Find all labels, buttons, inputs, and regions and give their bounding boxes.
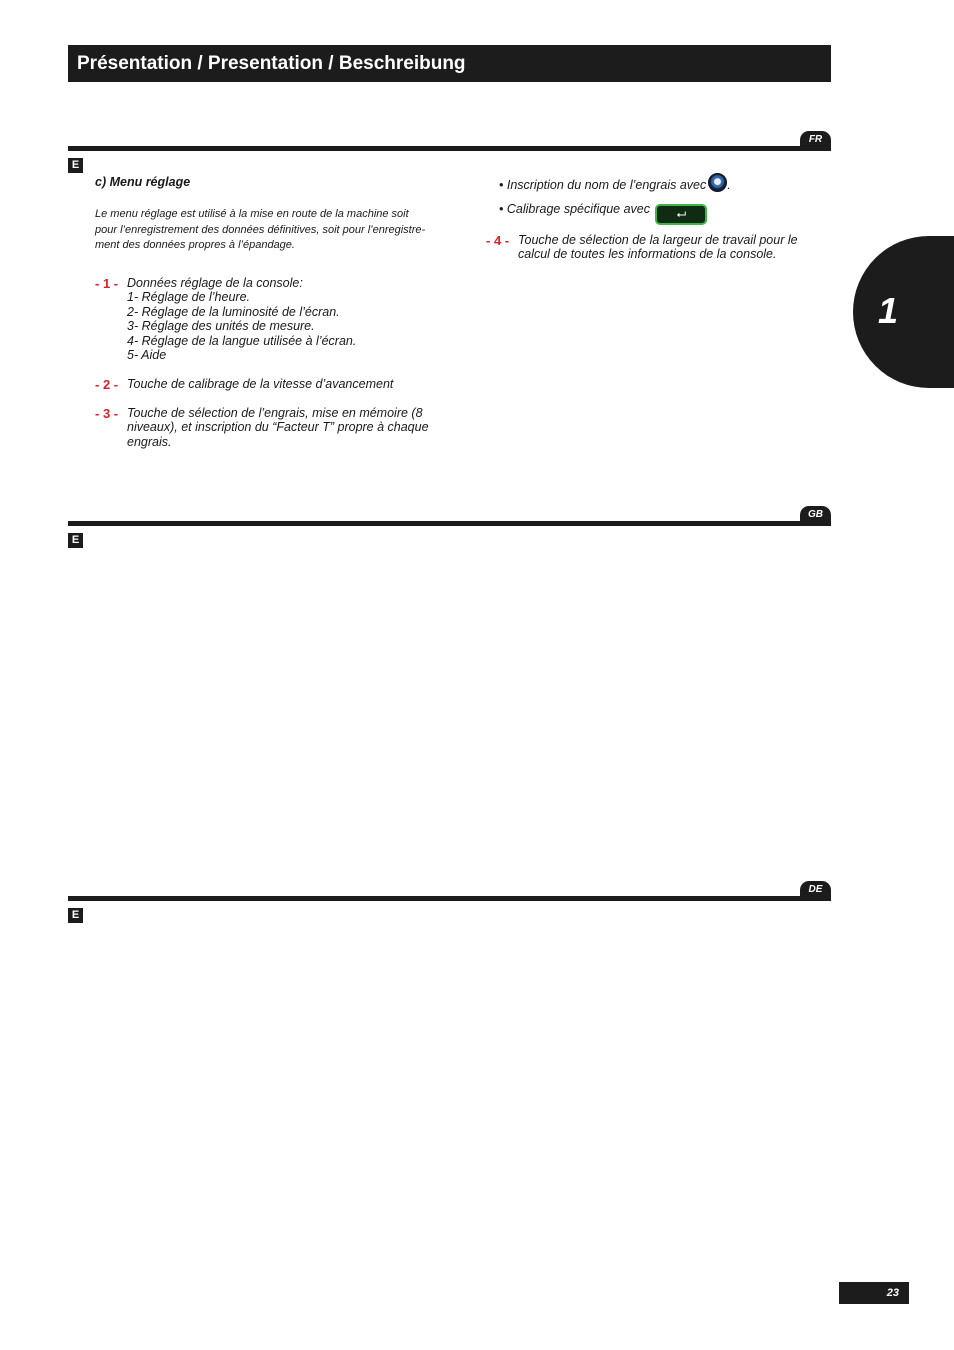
fr-item4-marker: - 4 - [486,233,510,248]
fr-bullet-calibrage [499,202,707,225]
fr-intro-line: Le menu réglage est utilisé à la mise en route de la machine soit [95,208,409,220]
section-rule-fr [68,146,831,151]
section-marker-de: E [68,908,83,923]
fr-item1-sub: 1- Réglage de l’heure. [127,290,250,304]
section-marker-fr: E [68,158,83,173]
lang-tab-de: DE [800,881,831,898]
lang-tab-gb: GB [800,506,831,523]
fr-item2-marker: - 2 - [95,377,119,392]
fr-item1-marker: - 1 - [95,276,119,291]
fr-item1-sub: 5- Aide [127,348,167,362]
fr-heading: c) Menu réglage [95,175,191,189]
fr-item1-text: Données réglage de la console: [127,276,303,290]
fr-item1-sub: 2- Réglage de la luminosité de l’écran. [127,305,340,319]
knob-icon [708,173,727,192]
header-title: Présentation / Presentation / Beschreibung [77,53,466,74]
fr-bullet-engrais-text: • Inscription du nom de l’engrais avec [499,178,707,192]
fr-bullet-calibrage-text: • Calibrage spécifique avec [499,202,650,216]
enter-button-icon: ⮠ [655,204,707,225]
fr-item3-marker: - 3 - [95,406,119,421]
chapter-tab [853,236,954,388]
section-marker-gb: E [68,533,83,548]
fr-item3-line: Touche de sélection de l’engrais, mise en mémoire (8 [127,406,423,420]
fr-intro [95,207,425,254]
fr-bullet-engrais-end: . [727,178,731,192]
page-number: 23 [839,1282,909,1304]
fr-item1-sub: 4- Réglage de la langue utilisée à l’écran. [127,334,357,348]
fr-item2-text: Touche de calibrage de la vitesse d’avancement [127,377,394,391]
fr-item4-line: Touche de sélection de la largeur de travail pour le [518,233,798,247]
fr-item3-line: niveaux), et inscription du “Facteur T” propre à chaque [127,420,429,434]
section-rule-gb [68,521,831,526]
fr-item4-line: calcul de toutes les informations de la console. [518,247,777,261]
page-header [68,45,831,82]
fr-intro-line: pour l’enregistrement des données définitives, soit pour l’enregistre- [95,223,426,236]
fr-bullet-engrais [499,173,731,192]
fr-item1-sub: 3- Réglage des unités de mesure. [127,319,315,333]
fr-intro-line: ment des données propres à l’épandage. [95,239,295,251]
section-rule-de [68,896,831,901]
chapter-number: 1 [878,290,899,331]
fr-item3-line: engrais. [127,435,172,449]
lang-tab-fr: FR [800,131,831,148]
